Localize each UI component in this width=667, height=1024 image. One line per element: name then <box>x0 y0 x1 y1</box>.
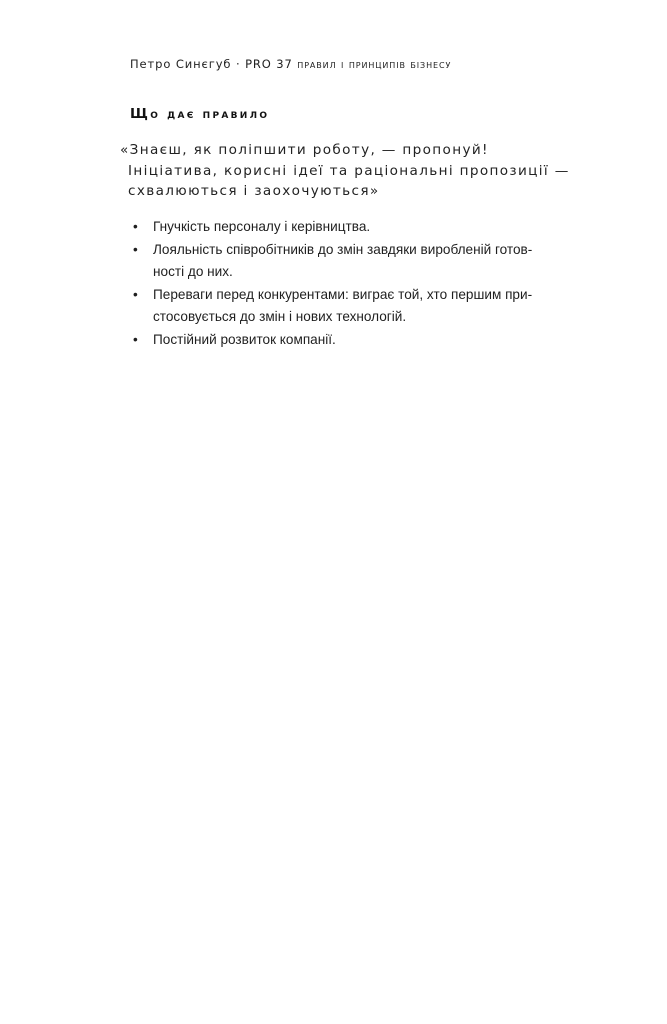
list-item <box>130 239 590 284</box>
header-separator: · <box>231 57 246 71</box>
bullet-marker: • <box>133 241 138 257</box>
header-author: Петро Синєгуб <box>130 57 232 71</box>
list-item-text: Лояльність співробітників до змін завдяки виробленій готов- <box>153 241 533 257</box>
list-item <box>130 329 590 352</box>
list-item <box>130 216 590 239</box>
list-item-text: ності до них. <box>153 264 233 280</box>
bullet-marker: • <box>133 331 138 347</box>
bullet-marker: • <box>133 286 138 302</box>
quote-block <box>120 140 620 202</box>
quote-line: «Знаєш, як поліпшити роботу, — пропонуй! <box>120 142 489 158</box>
list-item-text: Постійний розвиток компанії. <box>153 331 336 347</box>
list-item-text: Гнучкість персоналу і керівництва. <box>153 219 371 234</box>
running-header <box>130 57 451 71</box>
benefits-list <box>130 216 590 352</box>
section-title: Що дає правило <box>130 106 270 122</box>
quote-line: схвалюються і заохочуються» <box>128 183 380 200</box>
header-book-title: PRO 37 правил і принципів бізнесу <box>245 57 452 71</box>
list-item-text: Переваги перед конкурентами: виграє той, хто першим при- <box>153 286 533 302</box>
list-item-text: стосовується до змін і нових технологій. <box>153 309 407 325</box>
bullet-marker: • <box>133 219 138 234</box>
quote-line: Ініціатива, корисні ідеї та раціональні пропозиції — <box>128 162 570 179</box>
list-item <box>130 284 590 329</box>
